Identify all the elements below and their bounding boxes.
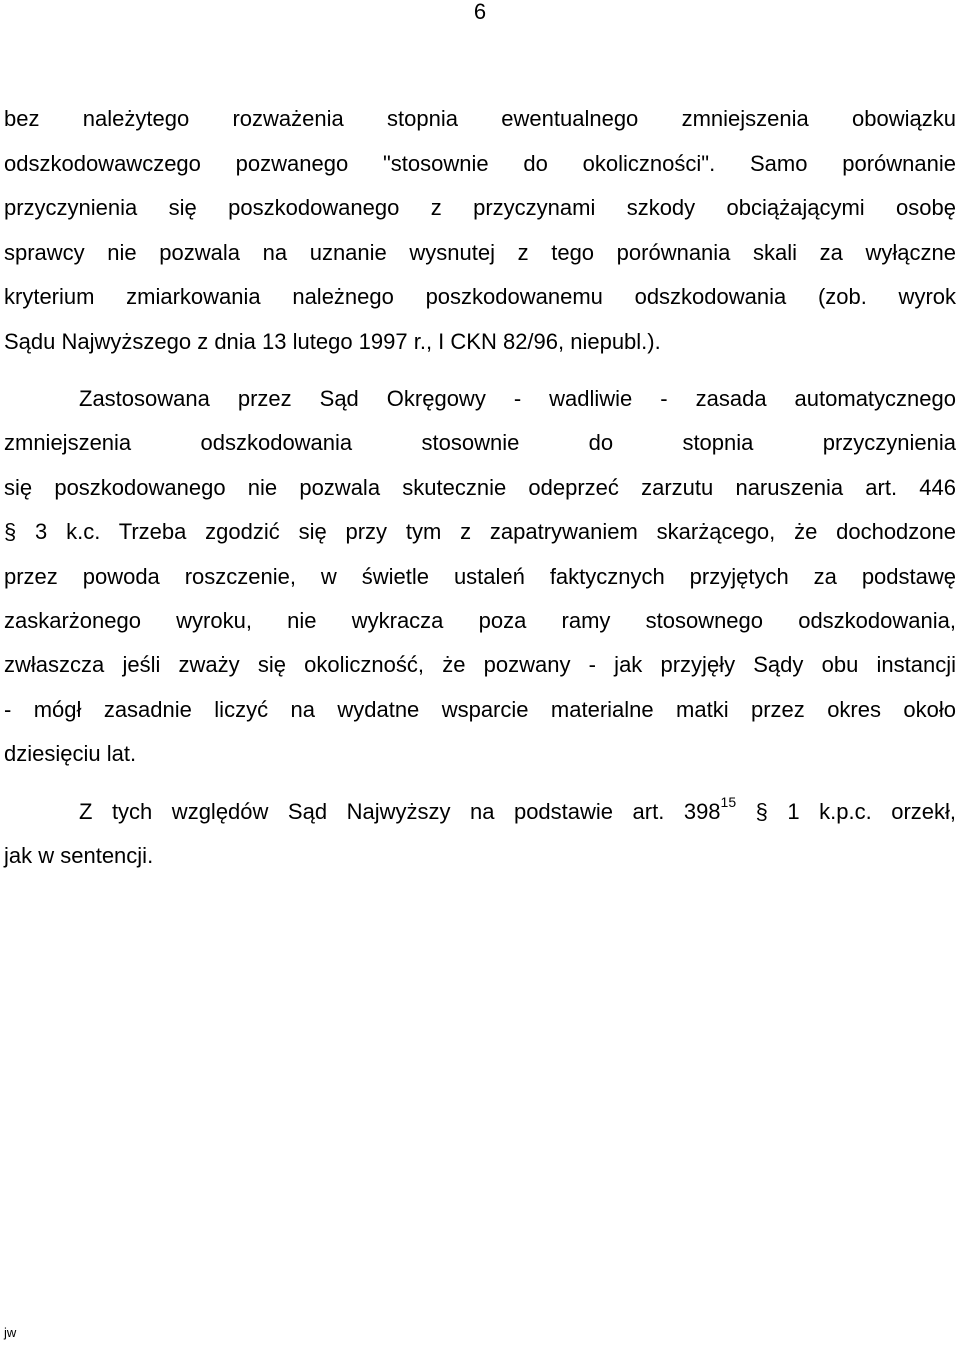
closing-text-tail: § 1 k.p.c. orzekł, [736, 799, 957, 824]
closing-text: Z tych względów Sąd Najwyższy na podstawie art. 398 [79, 799, 721, 824]
text-line: Sądu Najwyższego z dnia 13 lutego 1997 r., I CKN 82/96, niepubl.). [4, 329, 661, 354]
text-line: kryterium zmiarkowania należnego poszkodowanemu odszkodowania (zob. wyrok [4, 284, 956, 309]
text-line: Zastosowana przez Sąd Okręgowy - wadliwie - zasada automatycznego [79, 386, 956, 411]
text-line: dziesięciu lat. [4, 741, 137, 766]
text-line: przez powoda roszczenie, w świetle ustaleń faktycznych przyjętych za podstawę [4, 564, 956, 589]
footer-initials: jw [4, 1325, 17, 1340]
text-line: sprawcy nie pozwala na uznanie wysnutej z tego porównania skali za wyłączne [4, 240, 956, 265]
text-line [79, 793, 957, 827]
text-line: odszkodowawczego pozwanego "stosownie do okoliczności". Samo porównanie [4, 151, 956, 176]
text-line: zaskarżonego wyroku, nie wykracza poza ramy stosownego odszkodowania, [4, 608, 956, 633]
text-line: się poszkodowanego nie pozwala skutecznie odeprzeć zarzutu naruszenia art. 446 [4, 475, 956, 500]
text-line: jak w sentencji. [4, 843, 154, 868]
text-line: zwłaszcza jeśli zważy się okoliczność, że pozwany - jak przyjęły Sądy obu instancji [4, 652, 956, 677]
text-line: § 3 k.c. Trzeba zgodzić się przy tym z zapatrywaniem skarżącego, że dochodzone [4, 519, 956, 544]
article-superscript: 15 [720, 793, 737, 810]
page-number: 6 [473, 0, 487, 24]
text-line: bez należytego rozważenia stopnia ewentualnego zmniejszenia obowiązku [4, 106, 956, 131]
text-line: przyczynienia się poszkodowanego z przyczynami szkody obciążającymi osobę [4, 195, 956, 220]
text-line: zmniejszenia odszkodowania stosownie do stopnia przyczynienia [4, 430, 956, 455]
text-line: - mógł zasadnie liczyć na wydatne wsparcie materialne matki przez okres około [4, 697, 956, 722]
